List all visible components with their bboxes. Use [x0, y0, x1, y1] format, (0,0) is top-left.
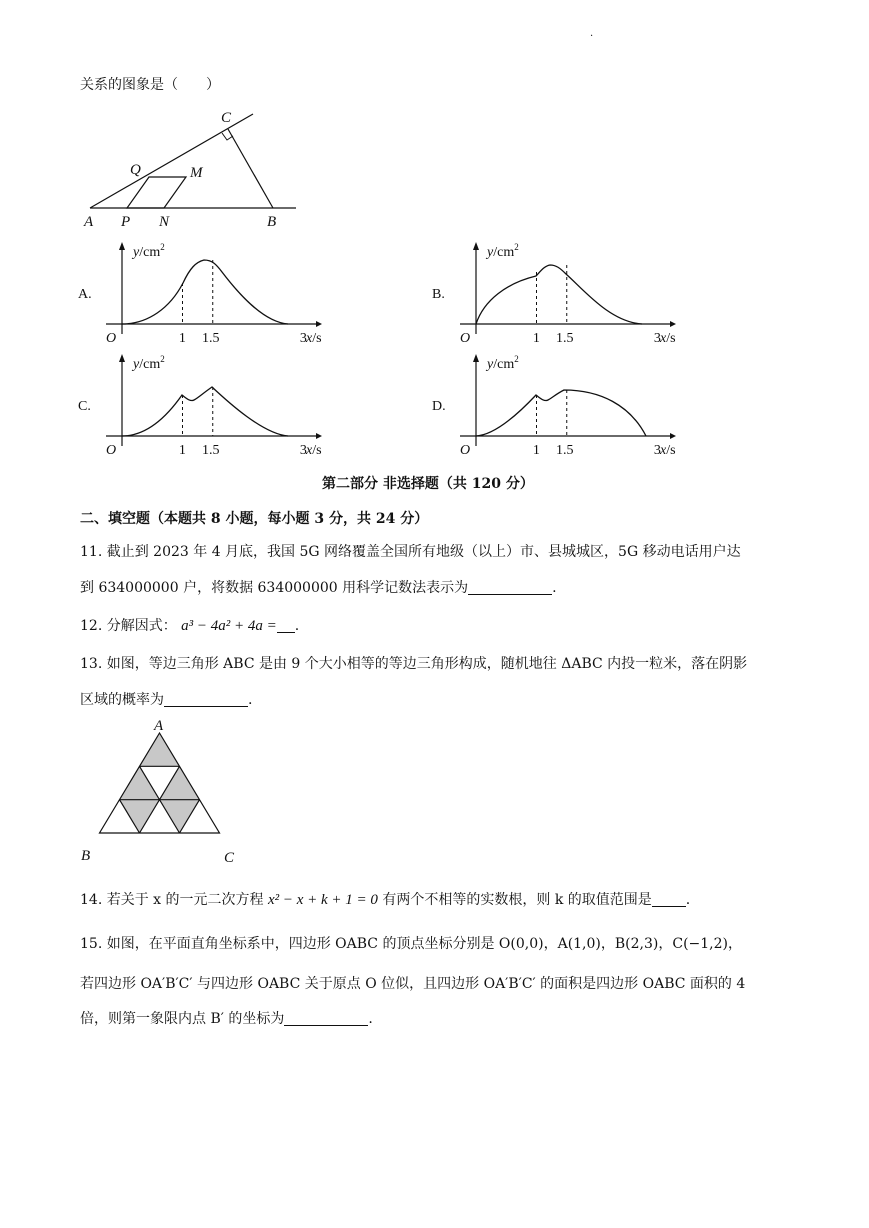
q14	[80, 889, 690, 909]
label-m: M	[190, 165, 203, 181]
q12	[80, 615, 299, 635]
q12-prefix: 12. 分解因式：	[80, 618, 177, 634]
q14-answer-blank[interactable]	[652, 892, 686, 907]
q13-triangle-figure	[76, 720, 244, 868]
q13-answer-blank[interactable]	[164, 692, 248, 707]
y-axis-arrow	[473, 354, 479, 362]
q15-line3-text: 倍，则第一象限内点 B′ 的坐标为	[80, 1011, 285, 1027]
line-ac	[90, 114, 253, 208]
tick-label: 1.5	[201, 331, 220, 346]
q12-end: .	[294, 618, 300, 634]
tick-label: 3	[299, 331, 307, 346]
option-c[interactable]	[78, 350, 338, 462]
tick-label: 1	[178, 331, 186, 346]
tick-label: 3	[653, 443, 661, 458]
option-letter: B.	[432, 287, 445, 302]
q11-answer-blank[interactable]	[468, 580, 552, 595]
origin-label: O	[106, 331, 117, 346]
y-axis-arrow	[119, 354, 125, 362]
tick-label: 1.5	[555, 443, 574, 458]
tick-label: 1.5	[201, 443, 220, 458]
label-n: N	[159, 214, 170, 230]
option-letter: D.	[432, 399, 446, 414]
function-curve	[122, 260, 288, 324]
q10-tail-text: 关系的图象是（ ）	[80, 77, 220, 93]
header-dot: .	[590, 28, 594, 39]
option-graph	[78, 350, 338, 462]
x-axis-label: x/s	[306, 443, 322, 458]
q14-suffix: 有两个不相等的实数根，则 k 的取值范围是	[377, 892, 652, 908]
function-curve	[476, 265, 642, 324]
q11-line2-text: 到 634000000 户，将数据 634000000 用科学记数法表示为	[80, 580, 469, 596]
q12-answer-blank[interactable]	[277, 618, 295, 633]
tri-label-c: C	[224, 850, 235, 866]
shaded-left-triangle	[120, 766, 160, 799]
y-axis-label: $y/cm^2$	[133, 242, 165, 260]
x-axis-label: x/s	[306, 331, 322, 346]
tick-label: 1	[532, 331, 540, 346]
y-axis-label: $y/cm^2$	[487, 242, 519, 260]
option-graph	[78, 238, 338, 350]
y-axis-label: $y/cm^2$	[487, 354, 519, 372]
q11-line2-end: .	[552, 580, 557, 596]
y-axis-arrow	[473, 242, 479, 250]
origin-label: O	[460, 443, 471, 458]
option-letter: C.	[78, 399, 91, 414]
q15-line1: 15. 如图，在平面直角坐标系中，四边形 OABC 的顶点坐标分别是 O(0,0)，A(1,0)，B(2,3)，C(−1,2)，	[80, 936, 742, 952]
q15-line2: 若四边形 OA′B′C′ 与四边形 OABC 关于原点 O 位似，且四边形 OA′B′C′ 的面积是四边形 OABC 面积的 4	[80, 976, 746, 992]
label-c: C	[221, 110, 232, 126]
x-axis-arrow	[316, 321, 322, 327]
q14-equation: x² − x + k + 1 = 0	[267, 892, 378, 908]
line-cb	[228, 129, 273, 208]
function-curve	[122, 387, 288, 436]
q14-end: .	[685, 892, 691, 908]
label-b: B	[267, 214, 277, 230]
q10-geometry-figure	[78, 100, 308, 235]
option-graph	[432, 238, 692, 350]
q15-line3-end: .	[368, 1011, 373, 1027]
y-axis-arrow	[119, 242, 125, 250]
y-axis-label: $y/cm^2$	[133, 354, 165, 372]
option-letter: A.	[78, 287, 92, 302]
q13-line2-end: .	[248, 692, 253, 708]
tri-label-a: A	[154, 720, 164, 734]
q14-prefix: 14. 若关于 x 的一元二次方程	[80, 892, 268, 908]
q11-line2	[80, 577, 557, 597]
option-a[interactable]	[78, 238, 338, 350]
q13-line1: 13. 如图，等边三角形 ABC 是由 9 个大小相等的等边三角形构成，随机地往 ΔABC 内投一粒米，落在阴影	[80, 656, 748, 672]
label-a: A	[84, 214, 94, 230]
tick-label: 3	[299, 443, 307, 458]
function-curve	[476, 390, 646, 436]
shaded-right-triangle	[160, 766, 200, 799]
tick-label: 1	[178, 443, 186, 458]
shaded-top-triangle	[140, 733, 180, 766]
x-axis-label: x/s	[660, 443, 676, 458]
section2-title: 二、填空题（本题共 8 小题，每小题 3 分，共 24 分）	[80, 511, 429, 527]
x-axis-arrow	[670, 433, 676, 439]
label-p: P	[121, 214, 131, 230]
x-axis-arrow	[670, 321, 676, 327]
label-q: Q	[130, 162, 141, 178]
option-b[interactable]	[432, 238, 692, 350]
option-d[interactable]	[432, 350, 692, 462]
x-axis-label: x/s	[660, 331, 676, 346]
q13-line2	[80, 689, 252, 709]
q13-line2-text: 区域的概率为	[80, 692, 164, 708]
shaded-lower-left-triangle	[120, 800, 160, 833]
tick-label: 3	[653, 331, 661, 346]
shaded-lower-right-triangle	[160, 800, 200, 833]
q15-answer-blank[interactable]	[284, 1011, 368, 1026]
q12-expression: a³ − 4a² + 4a =	[181, 618, 277, 634]
x-axis-arrow	[316, 433, 322, 439]
tick-label: 1.5	[555, 331, 574, 346]
part2-title: 第二部分 非选择题（共 120 分）	[322, 476, 534, 492]
tri-label-b: B	[81, 848, 91, 864]
origin-label: O	[460, 331, 471, 346]
tick-label: 1	[532, 443, 540, 458]
q15-line3	[80, 1008, 373, 1028]
q11-line1: 11. 截止到 2023 年 4 月底，我国 5G 网络覆盖全国所有地级（以上）市、县城城区，5G 移动电话用户达	[80, 544, 741, 560]
origin-label: O	[106, 443, 117, 458]
option-graph	[432, 350, 692, 462]
